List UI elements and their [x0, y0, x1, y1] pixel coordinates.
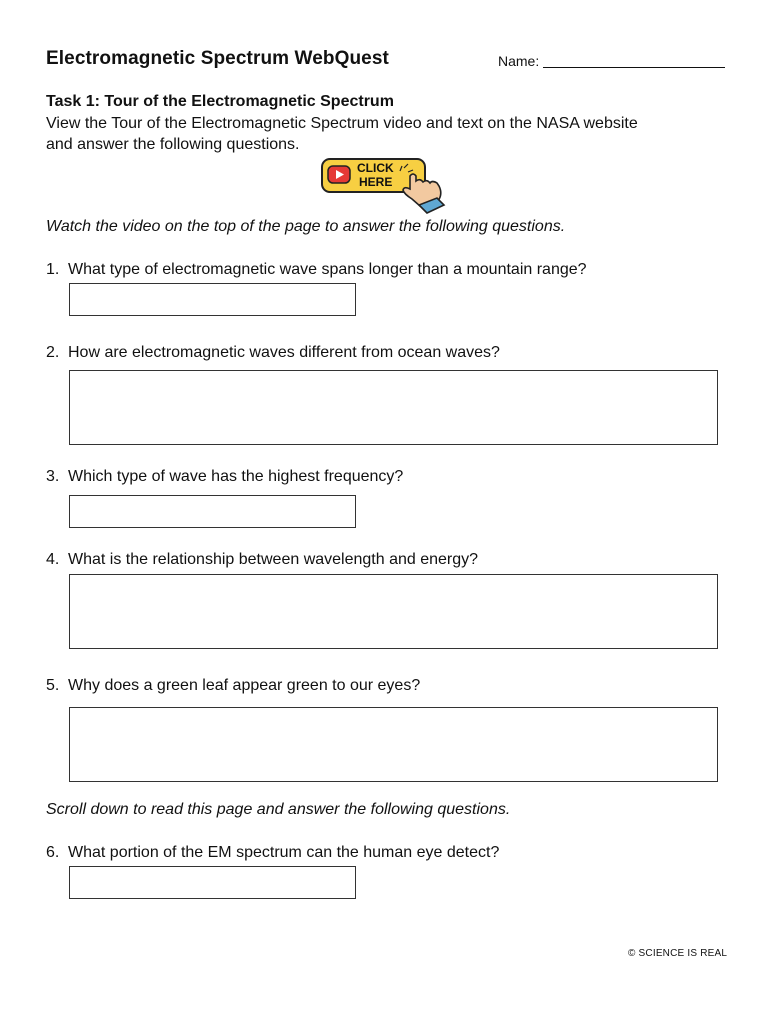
- video-instructions: Watch the video on the top of the page to answer the following questions.: [46, 218, 566, 235]
- name-blank-line[interactable]: [543, 67, 725, 68]
- task-intro-line-2: and answer the following questions.: [46, 136, 300, 153]
- answer-input-3[interactable]: [70, 496, 355, 527]
- answer-input-4[interactable]: [70, 575, 717, 648]
- question-5: [46, 677, 420, 695]
- answer-input-5[interactable]: [70, 708, 717, 781]
- task-intro-line-1: View the Tour of the Electromagnetic Spectrum video and text on the NASA website: [46, 115, 638, 132]
- answer-box-6[interactable]: [69, 866, 356, 899]
- question-number: 6.: [46, 844, 60, 861]
- question-text: Which type of wave has the highest frequency?: [68, 468, 404, 485]
- question-2: [46, 344, 500, 362]
- question-number: 4.: [46, 551, 60, 568]
- question-1: [46, 261, 587, 279]
- question-number: 1.: [46, 261, 60, 278]
- click-label: CLICK: [357, 161, 394, 175]
- question-number: 3.: [46, 468, 60, 485]
- scroll-instructions: Scroll down to read this page and answer the following questions.: [46, 801, 511, 818]
- answer-box-4[interactable]: [69, 574, 718, 649]
- question-6: [46, 844, 499, 862]
- answer-input-6[interactable]: [70, 867, 355, 898]
- answer-input-1[interactable]: [70, 284, 355, 315]
- question-text: What type of electromagnetic wave spans longer than a mountain range?: [68, 261, 587, 278]
- question-text: What is the relationship between wavelength and energy?: [68, 551, 479, 568]
- question-4: [46, 551, 478, 569]
- answer-box-2[interactable]: [69, 370, 718, 445]
- task-intro: [46, 113, 736, 155]
- click-here-button[interactable]: [320, 156, 450, 214]
- question-text: What portion of the EM spectrum can the human eye detect?: [68, 844, 500, 861]
- answer-box-1[interactable]: [69, 283, 356, 316]
- answer-input-2[interactable]: [70, 371, 717, 444]
- name-label: Name:: [498, 53, 540, 69]
- answer-box-3[interactable]: [69, 495, 356, 528]
- question-number: 5.: [46, 677, 60, 694]
- question-3: [46, 468, 403, 486]
- question-text: How are electromagnetic waves different from ocean waves?: [68, 344, 500, 361]
- question-number: 2.: [46, 344, 60, 361]
- question-text: Why does a green leaf appear green to our eyes?: [68, 677, 421, 694]
- youtube-play-icon: [328, 166, 350, 183]
- copyright-footer: © SCIENCE IS REAL: [628, 948, 728, 959]
- answer-box-5[interactable]: [69, 707, 718, 782]
- task-title: Task 1: Tour of the Electromagnetic Spectrum: [46, 93, 394, 110]
- worksheet-title: Electromagnetic Spectrum WebQuest: [46, 48, 389, 69]
- click-here-graphic: [320, 156, 450, 214]
- here-label: HERE: [359, 175, 393, 189]
